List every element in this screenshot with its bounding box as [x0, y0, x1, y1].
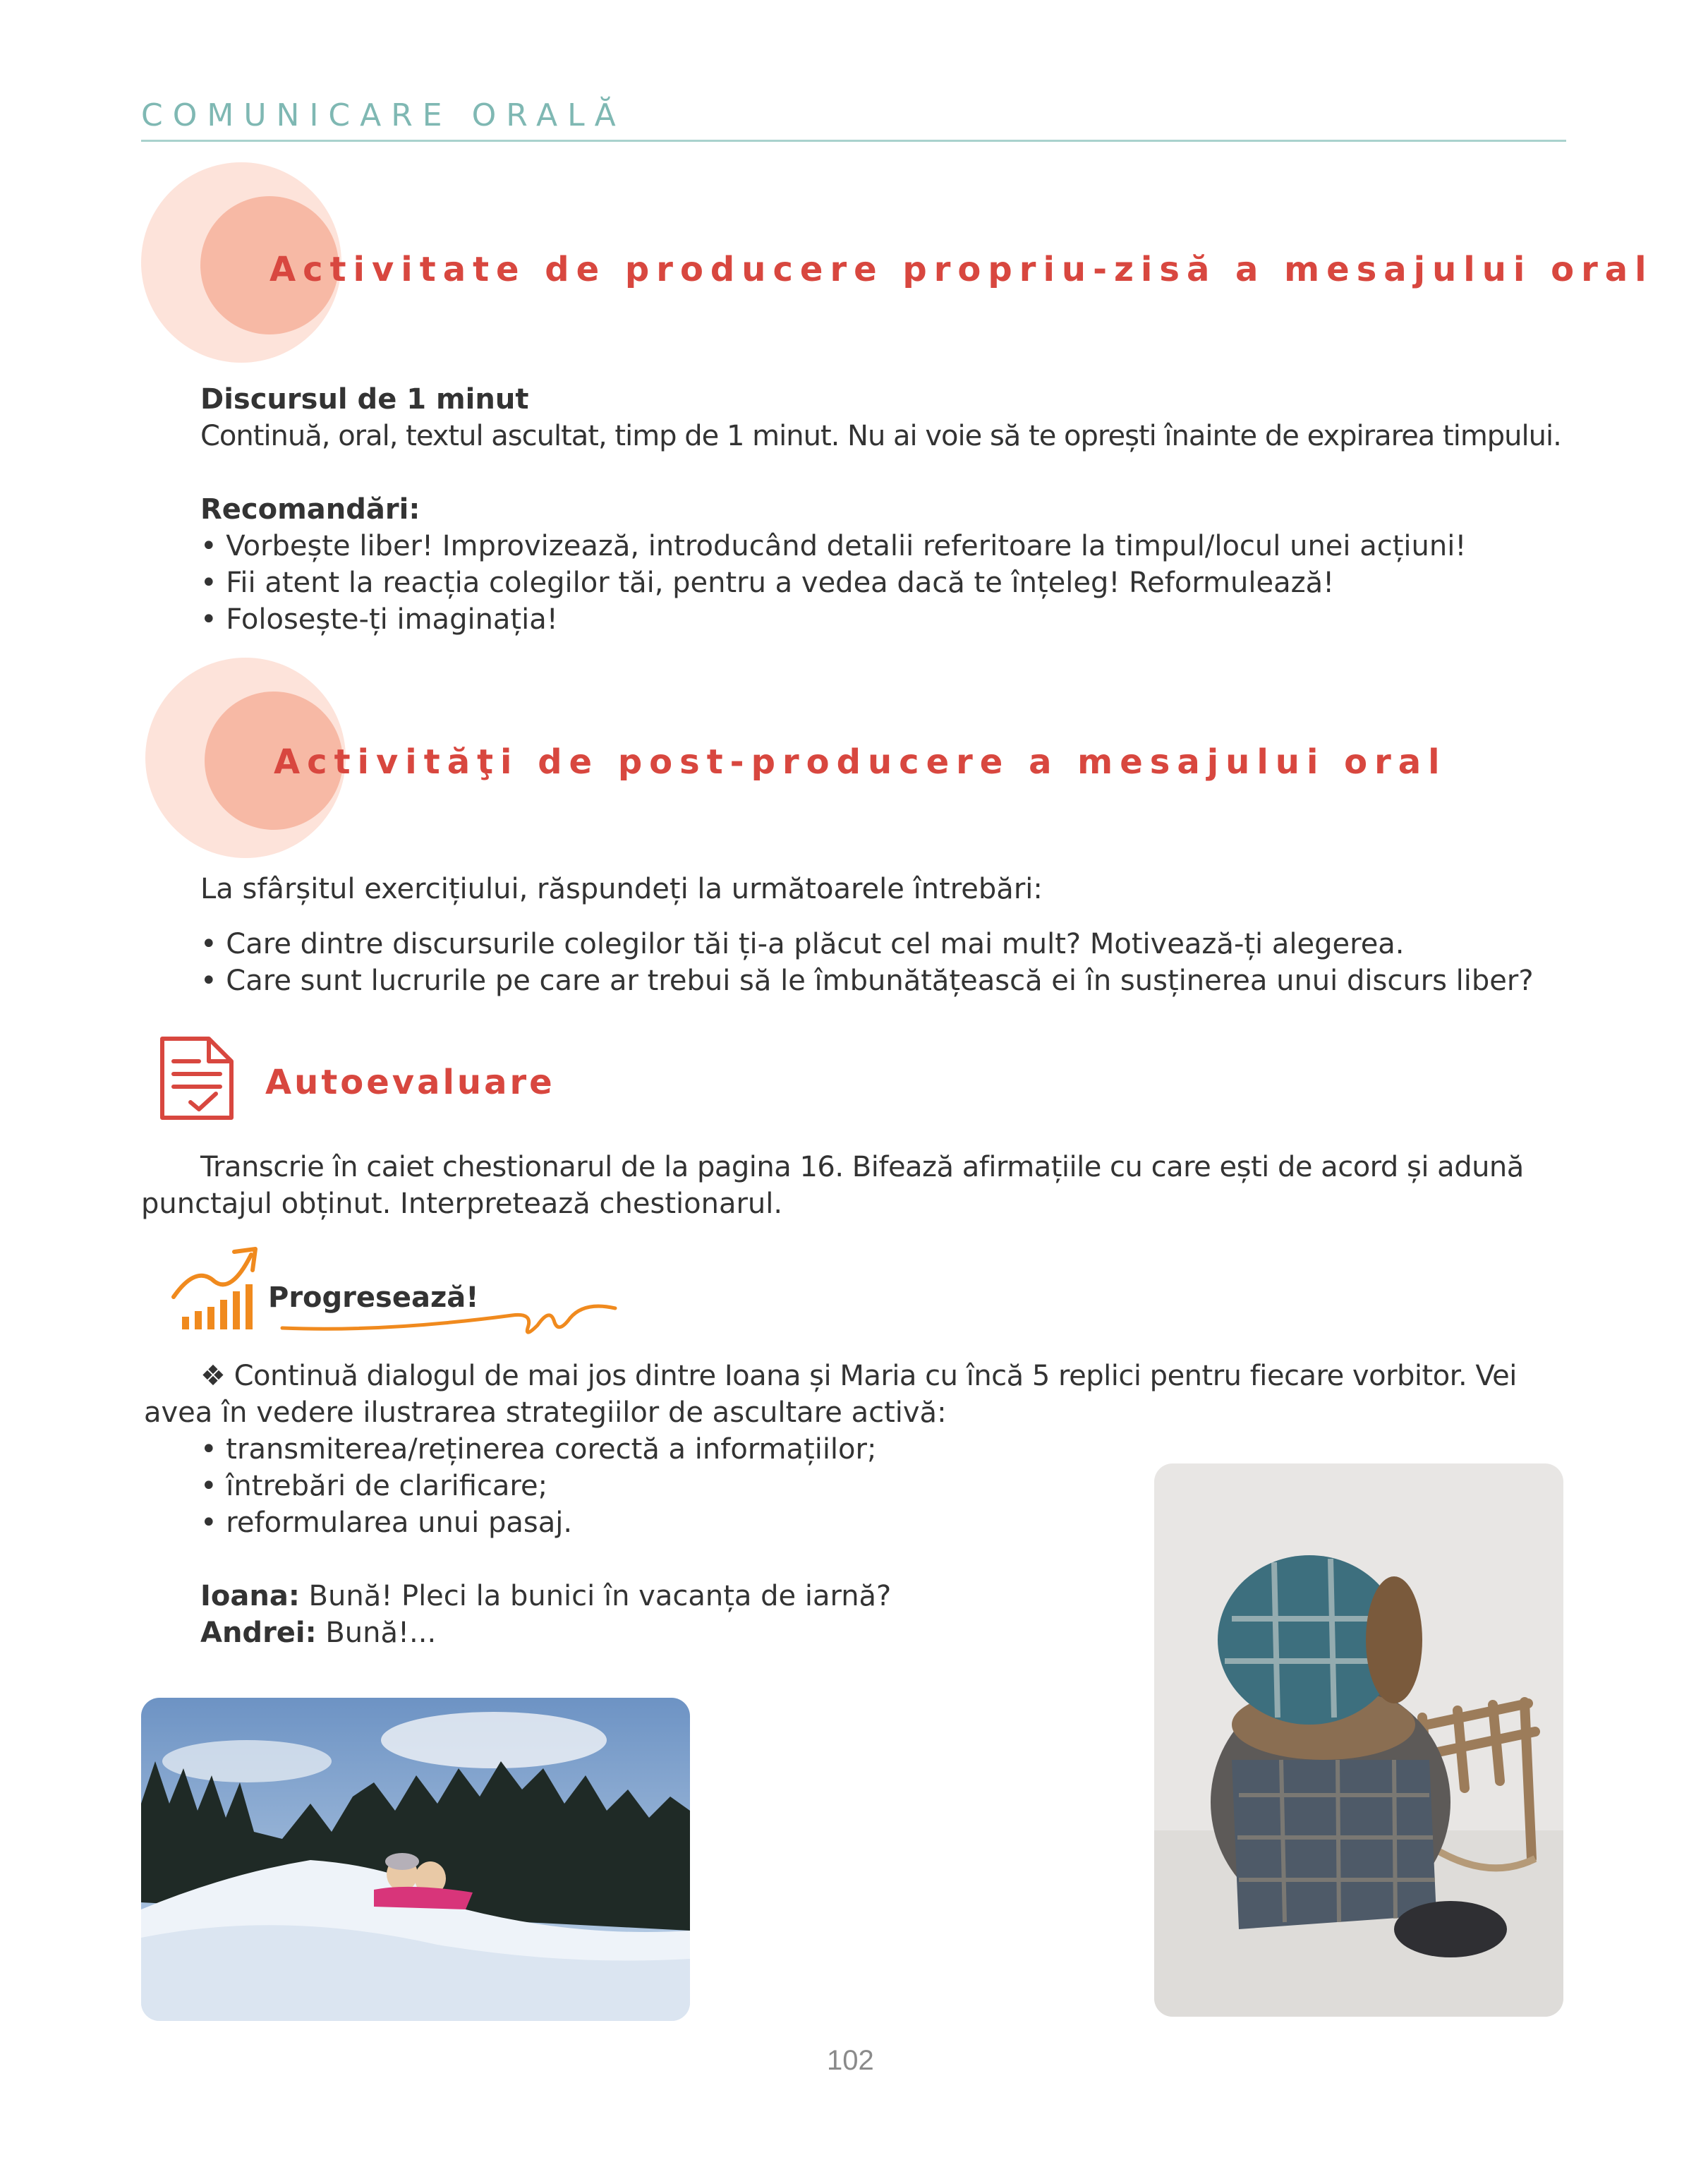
autoevaluare-text-line2: punctajul obținut. Interpretează chestionarul.: [141, 1188, 783, 1220]
recomandari-heading: Recomandări:: [200, 493, 420, 526]
progreseaza-text-line1: ❖ Continuă dialogul de mai jos dintre Ioana și Maria cu încă 5 replici pentru fiecare vorbitor. Vei: [200, 1360, 1517, 1392]
page-header-title: COMUNICARE ORALĂ: [141, 97, 626, 133]
progreseaza-text-line2: avea în vedere ilustrarea strategiilor de ascultare activă:: [144, 1396, 947, 1429]
child-sled-photo: [1154, 1463, 1563, 2017]
dialog-text: Bună! Pleci la bunici în vacanța de iarnă?: [299, 1580, 892, 1612]
question-item: • Care sunt lucrurile pe care ar trebui să le îmbunătățească ei în susținerea unui discurs liber?: [200, 965, 1534, 997]
section1-title: Activitate de producere propriu-zisă a mesajului oral: [269, 250, 1654, 289]
autoevaluare-text-line1: Transcrie în caiet chestionarul de la pagina 16. Bifează afirmațiile cu care ești de acord și adună: [200, 1151, 1524, 1183]
document-check-icon: [158, 1034, 236, 1122]
section2-title: Activităţi de post-producere a mesajului oral: [274, 742, 1447, 782]
recomandare-item: • Vorbește liber! Improvizează, introducând detalii referitoare la timpul/locul unei acțiuni!: [200, 530, 1467, 562]
strategy-item: • transmiterea/reținerea corectă a informațiilor;: [200, 1433, 877, 1466]
progreseaza-underline: [279, 1291, 618, 1342]
dialog-line: [200, 1578, 891, 1614]
recomandare-item: • Fii atent la reacția colegilor tăi, pentru a vedea dacă te înțeleg! Reformulează!: [200, 567, 1335, 599]
section2-intro: La sfârșitul exercițiului, răspundeți la următoarele întrebări:: [200, 873, 1043, 905]
dialog-speaker: Andrei:: [200, 1617, 317, 1649]
strategy-item: • reformularea unui pasaj.: [200, 1507, 573, 1539]
recomandare-item: • Folosește-ți imaginația!: [200, 603, 558, 636]
dialog-speaker: Ioana:: [200, 1580, 300, 1612]
strategy-item: • întrebări de clarificare;: [200, 1470, 548, 1502]
progreseaza-label: Progresează!: [268, 1281, 479, 1314]
discurs-text: Continuă, oral, textul ascultat, timp de 1 minut. Nu ai voie să te oprești înainte de expirarea timpului.: [200, 420, 1561, 452]
header-divider: [141, 140, 1566, 142]
dialog-text: Bună!...: [316, 1617, 437, 1649]
winter-girls-photo: [141, 1698, 690, 2021]
autoevaluare-title: Autoevaluare: [265, 1063, 555, 1102]
discurs-heading: Discursul de 1 minut: [200, 383, 529, 416]
dialog-line: [200, 1614, 436, 1651]
question-item: • Care dintre discursurile colegilor tăi ți-a plăcut cel mai mult? Motivează-ți alegerea.: [200, 928, 1405, 960]
growth-chart-icon: [168, 1243, 264, 1332]
page-number: 102: [827, 2045, 874, 2076]
